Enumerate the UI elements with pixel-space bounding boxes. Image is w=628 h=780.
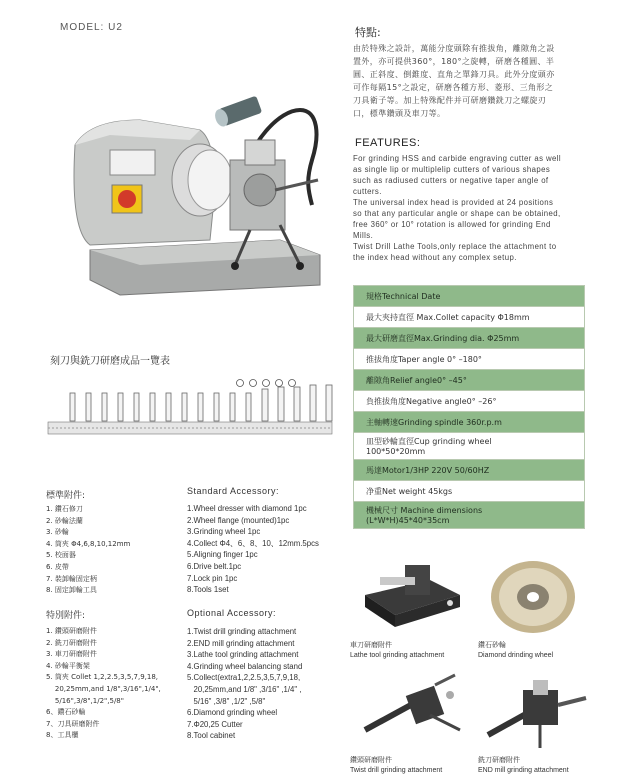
list-item: 3. 砂輪	[46, 528, 69, 537]
std-accessory-en-list	[187, 503, 319, 596]
cutter-samples-image	[40, 375, 335, 445]
end-mill-caption-en: END mill grinding attachment	[478, 767, 569, 774]
list-item: 6.Diamond grinding wheel	[187, 708, 278, 718]
spec-row: 機械尺寸 Machine dimensions (L*W*H)45*40*35cm	[354, 502, 585, 529]
list-item: 1.Wheel dresser with diamond 1pc	[187, 504, 307, 513]
twist-drill-caption-en: Twist drill grinding attachment	[350, 767, 443, 774]
list-item: 5. 筒夾 Collet 1,2,2.5,3,5,7,9,18,	[46, 673, 159, 682]
list-item: 8、工具櫃	[46, 731, 79, 740]
features-cn-title: 特點:	[355, 26, 381, 39]
diamond-wheel-image	[478, 557, 588, 637]
list-item: 5/16",3/8",1/2",5/8"	[46, 696, 124, 705]
list-item: 6、鑽石砂輪	[46, 708, 86, 717]
opt-accessory-cn-list	[46, 626, 161, 742]
spec-row: 皿型砂輪直徑Cup grinding wheel 100*50*20mm	[354, 433, 585, 460]
list-item: 5.Collect(extra1,2,2.5,3,5,7,9,18,	[187, 673, 301, 683]
spec-row: 推拔角度Taper angle 0° –180°	[354, 349, 585, 370]
end-mill-attachment-image	[478, 670, 593, 755]
twist-drill-caption-cn: 鑽頭研磨附件	[350, 756, 392, 764]
list-item: 3.Grinding wheel 1pc	[187, 527, 261, 537]
list-item: 8.Tool cabinet	[187, 731, 236, 741]
list-item: 7. 裝卸輪固定柄	[46, 574, 97, 583]
lathe-tool-attachment-image	[350, 555, 470, 635]
opt-accessory-cn-title: 特別附件:	[46, 611, 86, 621]
spec-row: 負推拔角度Negative angle0° –26°	[354, 391, 585, 412]
std-accessory-cn-list	[46, 504, 130, 597]
list-item: 7、刀具研磨附件	[46, 719, 100, 728]
diamond-wheel-caption-en: Diamond drinding wheel	[478, 652, 554, 659]
list-item: 4. 筒夾 Φ4,6,8,10,12mm	[46, 539, 131, 548]
list-item: 1. 鑽頭研磨附件	[46, 627, 97, 635]
list-item: 8. 固定卸輪工具	[46, 586, 97, 595]
end-mill-caption-cn: 銑刀研磨附件	[478, 756, 520, 764]
list-item: 4. 砂輪平衡架	[46, 661, 90, 670]
diamond-wheel-caption-cn: 鑽石砂輪	[478, 641, 506, 649]
spec-row: 離隙角Relief angle0° –45°	[354, 370, 585, 391]
opt-accessory-en-list	[187, 626, 302, 742]
list-item: 2. 砂輪法蘭	[46, 516, 83, 525]
list-item: 5/16" ,3/8" ,1/2" ,5/8"	[187, 696, 266, 706]
list-item: 1. 鑽石修刀	[46, 505, 83, 513]
list-item: 6.Drive belt.1pc	[187, 561, 242, 571]
spec-row: 馬達Motor1/3HP 220V 50/60HZ	[354, 460, 585, 481]
spec-row: 規格Technical Date	[354, 286, 585, 307]
list-item: 7.Lock pin 1pc	[187, 573, 238, 583]
list-item: 2.Wheel flange (mounted)1pc	[187, 515, 290, 525]
list-item: 4.Collect Φ4、6、8、10、12mm.5pcs	[187, 538, 319, 548]
list-item: 5.Aligning finger 1pc	[187, 550, 258, 560]
model-label: MODEL: U2	[60, 22, 123, 33]
spec-row: 最大研磨直徑Max.Grinding dia. Φ25mm	[354, 328, 585, 349]
twist-drill-attachment-image	[350, 670, 470, 755]
list-item: 3.Lathe tool grinding attachment	[187, 650, 299, 660]
std-accessory-en-title: Standard Accessory:	[187, 486, 280, 496]
std-accessory-cn-title: 標準附件:	[46, 491, 86, 501]
spec-row: 净重Net weight 45kgs	[354, 481, 585, 502]
list-item: 6. 皮帶	[46, 562, 69, 571]
opt-accessory-en-title: Optional Accessory:	[187, 608, 277, 618]
lathe-tool-caption-en: Lathe tool grinding attachment	[350, 652, 445, 659]
spec-row: 最大夾持直徑 Max.Collet capacity Φ18mm	[354, 307, 585, 328]
spec-row: 主軸轉速Grinding spindle 360r.p.m	[354, 412, 585, 433]
lathe-tool-caption-cn: 車刀研磨附件	[350, 641, 392, 649]
tools-overview-title: 刻刀與銑刀研磨成品一覽表	[50, 356, 170, 367]
spec-table	[353, 285, 585, 529]
list-item: 8.Tools 1set	[187, 585, 229, 595]
list-item: 2.END mill grinding attachment	[187, 638, 295, 648]
list-item: 7.Φ20,25 Cutter	[187, 719, 243, 729]
grinder-machine-image	[50, 40, 340, 300]
list-item: 4.Grinding wheel balancing stand	[187, 661, 303, 671]
list-item: 5. 校面器	[46, 551, 76, 560]
list-item: 20,25mm,and 1/8",3/16",1/4",	[46, 684, 161, 693]
features-cn-text: 由於特殊之設計，萬能分度頭除有推拔角，離隙角之設 置外，亦可提供360°，180°之旋轉，研磨各種圓、半 圓、正斜度、倒錐度、直角之單鋒刀具。此外分度頭亦 可作每隔15°之設定，研磨各種方形、菱形、三角形之 刀具衛子等。加上特殊配件并可研磨鑽銑刀之螺旋刃 口，標準鑽頭及車刀等。	[353, 44, 555, 118]
features-en-title: FEATURES:	[355, 137, 421, 149]
features-en-text: For grinding HSS and carbide engraving cutter as well as single lip or multiplelip cutters of various shapes such as radiused cutters or negative taper angle of cutters. The universal index head is provided at 24 positions so that any particular angle or shape can be obtained, free 360° or 10° rotation is allowed for grinding End Mills. Twist Drill Lathe Tools,only replace the attachment to the index head without any complex setup.	[353, 154, 561, 262]
list-item: 20,25mm,and 1/8" ,3/16" ,1/4" ,	[187, 684, 302, 694]
list-item: 1.Twist drill grinding attachment	[187, 627, 297, 636]
list-item: 2. 銑刀研磨附件	[46, 638, 97, 647]
list-item: 3. 車刀研磨附件	[46, 650, 97, 659]
